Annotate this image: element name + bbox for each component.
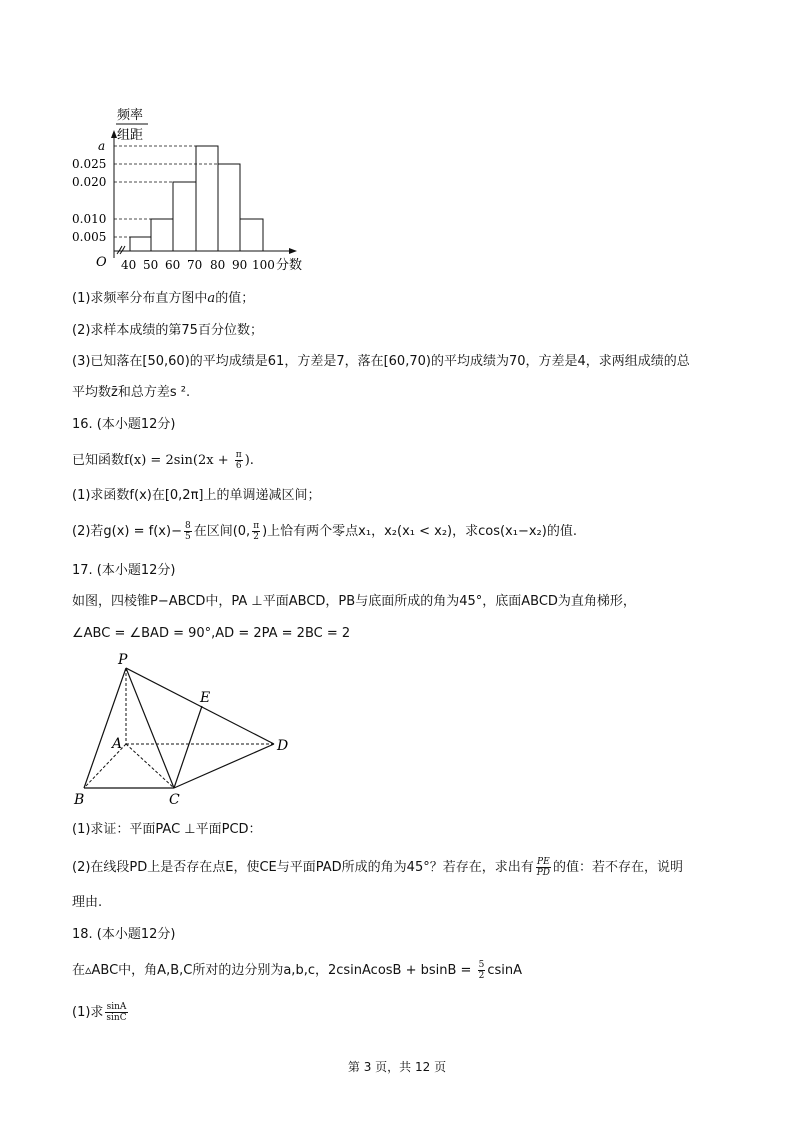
xtick-70: 70 xyxy=(187,258,203,272)
pyramid-figure xyxy=(72,650,302,810)
q16-p2-post: )上恰有两个零点x₁，x₂(x₁ < x₂)，求cos(x₁−x₂)的值. xyxy=(262,524,577,539)
frac-den: 6 xyxy=(235,461,242,471)
frac-den: 5 xyxy=(184,532,191,542)
q18-stem-post: csinA xyxy=(487,963,522,978)
q17-p2-pre: (2)在线段PD上是否存在点E，使CE与平面PAD所成的角为45°？若存在，求出有 xyxy=(72,860,534,875)
frac-num: π xyxy=(253,521,260,531)
frac-num: PE xyxy=(537,857,550,867)
edge-CE xyxy=(174,706,202,788)
q18-p1-frac xyxy=(105,1002,127,1023)
q16-stem-post: ). xyxy=(244,453,254,468)
edge-PB xyxy=(84,668,126,788)
edge-AC xyxy=(126,744,174,788)
frac-num: π xyxy=(235,450,242,460)
q15-p1-var: a xyxy=(207,291,216,306)
q17-header: 17. (本小题12分) xyxy=(72,563,176,578)
xtick-40: 40 xyxy=(121,258,137,272)
q15-part3-line1: (3)已知落在[50,60)的平均成绩是61，方差是7，落在[60,70)的平均成绩为70，方差是4，求两组成绩的总 xyxy=(72,354,690,369)
origin-label: O xyxy=(96,255,107,270)
y-label-top: 频率 xyxy=(117,108,144,123)
frac-den: sinC xyxy=(106,1013,127,1023)
q18-p1-pre: (1)求 xyxy=(72,1005,104,1020)
q17-p2-frac xyxy=(536,857,551,878)
q15-part2: (2)求样本成绩的第75百分位数； xyxy=(72,323,263,338)
bar-90-100 xyxy=(240,219,263,251)
label-B: B xyxy=(74,792,85,808)
xtick-60: 60 xyxy=(165,258,181,272)
q15-p1-text: (1)求频率分布直方图中 xyxy=(72,291,208,306)
q16-stem-frac xyxy=(235,450,243,471)
q16-p2-pre: (2)若g(x) = f(x)− xyxy=(72,524,182,539)
edge-PD xyxy=(126,668,274,744)
q17-part2 xyxy=(72,857,683,878)
frac-num: sinA xyxy=(106,1002,127,1012)
y-label-bottom: 组距 xyxy=(117,128,144,143)
frac-num: 8 xyxy=(184,521,191,531)
q15-part3-line2: 平均数z̄和总方差s ². xyxy=(72,385,191,400)
q16-stem xyxy=(72,450,254,471)
label-E: E xyxy=(200,690,211,706)
q16-part2 xyxy=(72,521,577,542)
x-axis-label: 分数 xyxy=(276,258,303,273)
frac-num: 5 xyxy=(478,960,485,970)
x-axis-arrow xyxy=(289,248,297,254)
q17-stem2: ∠ABC = ∠BAD = 90°,AD = 2PA = 2BC = 2 xyxy=(72,626,351,641)
q15-p1-end: 的值； xyxy=(215,291,255,306)
q18-stem-pre: 在▵ABC中，角A,B,C所对的边分别为a,b,c，2csinAcosB + bsinB = xyxy=(72,963,476,978)
q16-part1: (1)求函数f(x)在[0,2π]上的单调递减区间； xyxy=(72,488,321,503)
q18-stem xyxy=(72,960,522,981)
q17-part2-line2: 理由. xyxy=(72,895,103,910)
q16-stem-expr: f(x) = 2sin(2x + xyxy=(124,453,233,468)
q18-part1 xyxy=(72,1002,130,1023)
xtick-80: 80 xyxy=(210,258,226,272)
ytick-0.005: 0.005 xyxy=(72,230,107,244)
q18-stem-frac xyxy=(478,960,486,981)
q18-header: 18. (本小题12分) xyxy=(72,927,176,942)
q15-part1 xyxy=(72,289,254,309)
edge-CD xyxy=(174,744,274,788)
edge-PC xyxy=(126,668,174,788)
label-D: D xyxy=(277,738,289,754)
xtick-100: 100 xyxy=(252,258,275,272)
guide-lines xyxy=(114,146,218,237)
q16-p2-frac2 xyxy=(252,521,260,542)
ytick-0.020: 0.020 xyxy=(72,175,107,189)
xtick-50: 50 xyxy=(143,258,159,272)
label-P: P xyxy=(118,652,128,668)
bar-40-50 xyxy=(130,237,151,251)
label-C: C xyxy=(169,792,180,808)
ytick-0.025: 0.025 xyxy=(72,157,107,171)
bar-60-70 xyxy=(173,182,196,251)
q16-p2-frac xyxy=(184,521,192,542)
q17-stem1: 如图，四棱锥P−ABCD中，PA ⊥平面ABCD，PB与底面所成的角为45°，底面ABCD为直角梯形， xyxy=(72,594,636,609)
frequency-histogram xyxy=(70,100,320,280)
frac-den: PD xyxy=(536,868,551,878)
label-A: A xyxy=(112,736,123,752)
bar-50-60 xyxy=(151,219,173,251)
q16-header: 16. (本小题12分) xyxy=(72,417,176,432)
xtick-90: 90 xyxy=(232,258,248,272)
axis-break xyxy=(117,246,125,254)
bar-80-90 xyxy=(218,164,240,251)
page-footer: 第 3 页，共 12 页 xyxy=(347,1060,447,1074)
bar-70-80 xyxy=(196,146,218,251)
q16-p2-mid: 在区间(0, xyxy=(193,524,251,539)
q17-p2-post: 的值：若不存在，说明 xyxy=(553,860,684,875)
frac-den: 2 xyxy=(478,971,485,981)
ytick-a: a xyxy=(98,139,106,153)
q16-stem-pre: 已知函数 xyxy=(72,453,125,468)
q17-part1: (1)求证：平面PAC ⊥平面PCD： xyxy=(72,822,262,837)
frac-den: 2 xyxy=(253,532,260,542)
ytick-0.010: 0.010 xyxy=(72,212,107,226)
